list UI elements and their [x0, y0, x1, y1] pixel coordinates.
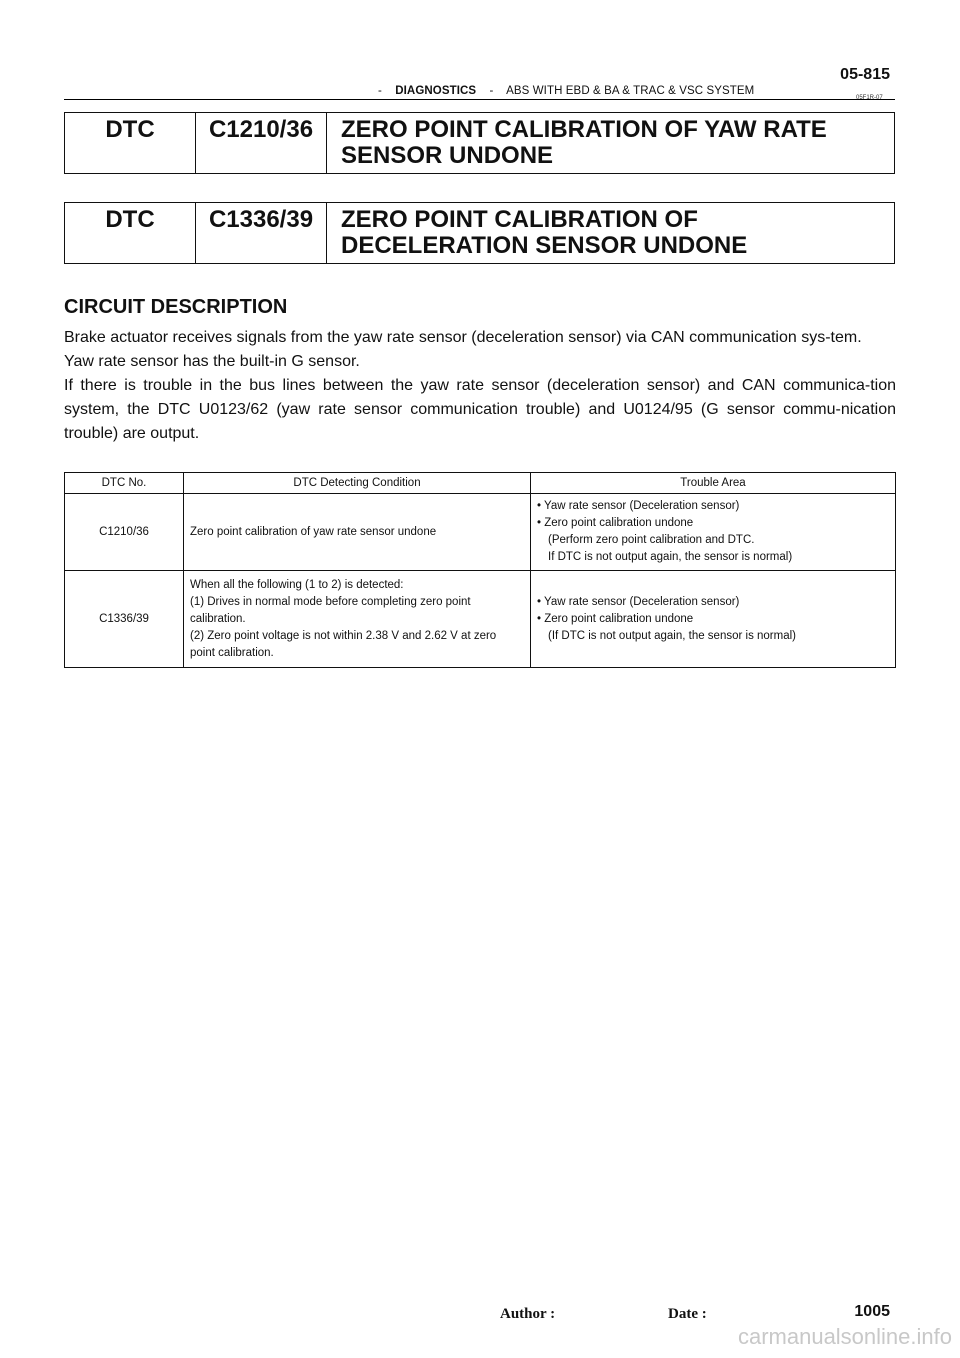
table-row — [65, 494, 896, 571]
circuit-description-text — [64, 326, 896, 446]
area-line: If DTC is not output again, the sensor is normal) — [548, 551, 793, 563]
footer-page-number: 1005 — [854, 1303, 890, 1320]
header-section: DIAGNOSTICS — [395, 85, 477, 97]
dtc-title-box — [64, 112, 895, 174]
area-line: (If DTC is not output again, the sensor is normal) — [548, 629, 796, 642]
dtc-code: C1336/39 — [196, 203, 327, 263]
header-rule — [64, 99, 895, 100]
condition-cell — [184, 571, 531, 668]
watermark: carmanualsonline.info — [737, 1324, 952, 1349]
reference-code: 05F1R-07 — [856, 95, 883, 101]
description-paragraph: Brake actuator receives signals from the yaw rate sensor (deceleration sensor) via CAN communication sys-tem. — [64, 329, 862, 346]
page-number: 05-815 — [840, 66, 890, 83]
dtc-title: ZERO POINT CALIBRATION OF DECELERATION SENSOR UNDONE — [341, 206, 748, 259]
dtc-table — [64, 472, 896, 668]
condition-line: (1) Drives in normal mode before completing zero point calibration. — [190, 595, 471, 625]
trouble-area-cell — [531, 571, 896, 668]
circuit-description-heading: CIRCUIT DESCRIPTION — [64, 296, 288, 318]
dtc-title: ZERO POINT CALIBRATION OF YAW RATE SENSOR UNDONE — [341, 116, 827, 169]
author-label: Author : — [500, 1306, 556, 1322]
area-line: • Yaw rate sensor (Deceleration sensor) — [537, 595, 740, 608]
header-separator: - — [378, 85, 382, 97]
area-line: • Yaw rate sensor (Deceleration sensor) — [537, 500, 740, 512]
column-header-condition: DTC Detecting Condition — [184, 473, 531, 494]
table-row — [65, 571, 896, 668]
dtc-label: DTC — [65, 113, 196, 173]
dtc-no-cell: C1210/36 — [65, 494, 184, 571]
condition-line: When all the following (1 to 2) is detected: — [190, 578, 404, 591]
dtc-title-box — [64, 202, 895, 264]
condition-line: (2) Zero point voltage is not within 2.38 V and 2.62 V at zero point calibration. — [190, 629, 497, 659]
trouble-area-cell — [531, 494, 896, 571]
column-header-trouble-area: Trouble Area — [531, 473, 896, 494]
date-label: Date : — [668, 1306, 707, 1322]
condition-cell — [184, 494, 531, 571]
dtc-code: C1210/36 — [196, 113, 327, 173]
condition-line: Zero point calibration of yaw rate sensor undone — [190, 525, 437, 538]
description-paragraph: Yaw rate sensor has the built-in G sensor. — [64, 353, 360, 370]
description-paragraph: If there is trouble in the bus lines between the yaw rate sensor (deceleration sensor) and CAN communica-tion system, the DTC U0123/62 (yaw rate sensor communication trouble) and U0124/95 (G sensor commu-nication trouble) are output. — [64, 377, 896, 442]
running-header — [368, 85, 754, 97]
area-line: • Zero point calibration undone — [537, 612, 694, 625]
dtc-label: DTC — [65, 203, 196, 263]
dtc-no-cell: C1336/39 — [65, 571, 184, 668]
header-subsection: ABS WITH EBD & BA & TRAC & VSC SYSTEM — [506, 85, 755, 97]
area-line: (Perform zero point calibration and DTC. — [548, 534, 755, 546]
table-header-row — [65, 473, 896, 494]
area-line: • Zero point calibration undone — [537, 517, 694, 529]
column-header-dtc-no: DTC No. — [65, 473, 184, 494]
header-separator-2: - — [489, 85, 494, 97]
